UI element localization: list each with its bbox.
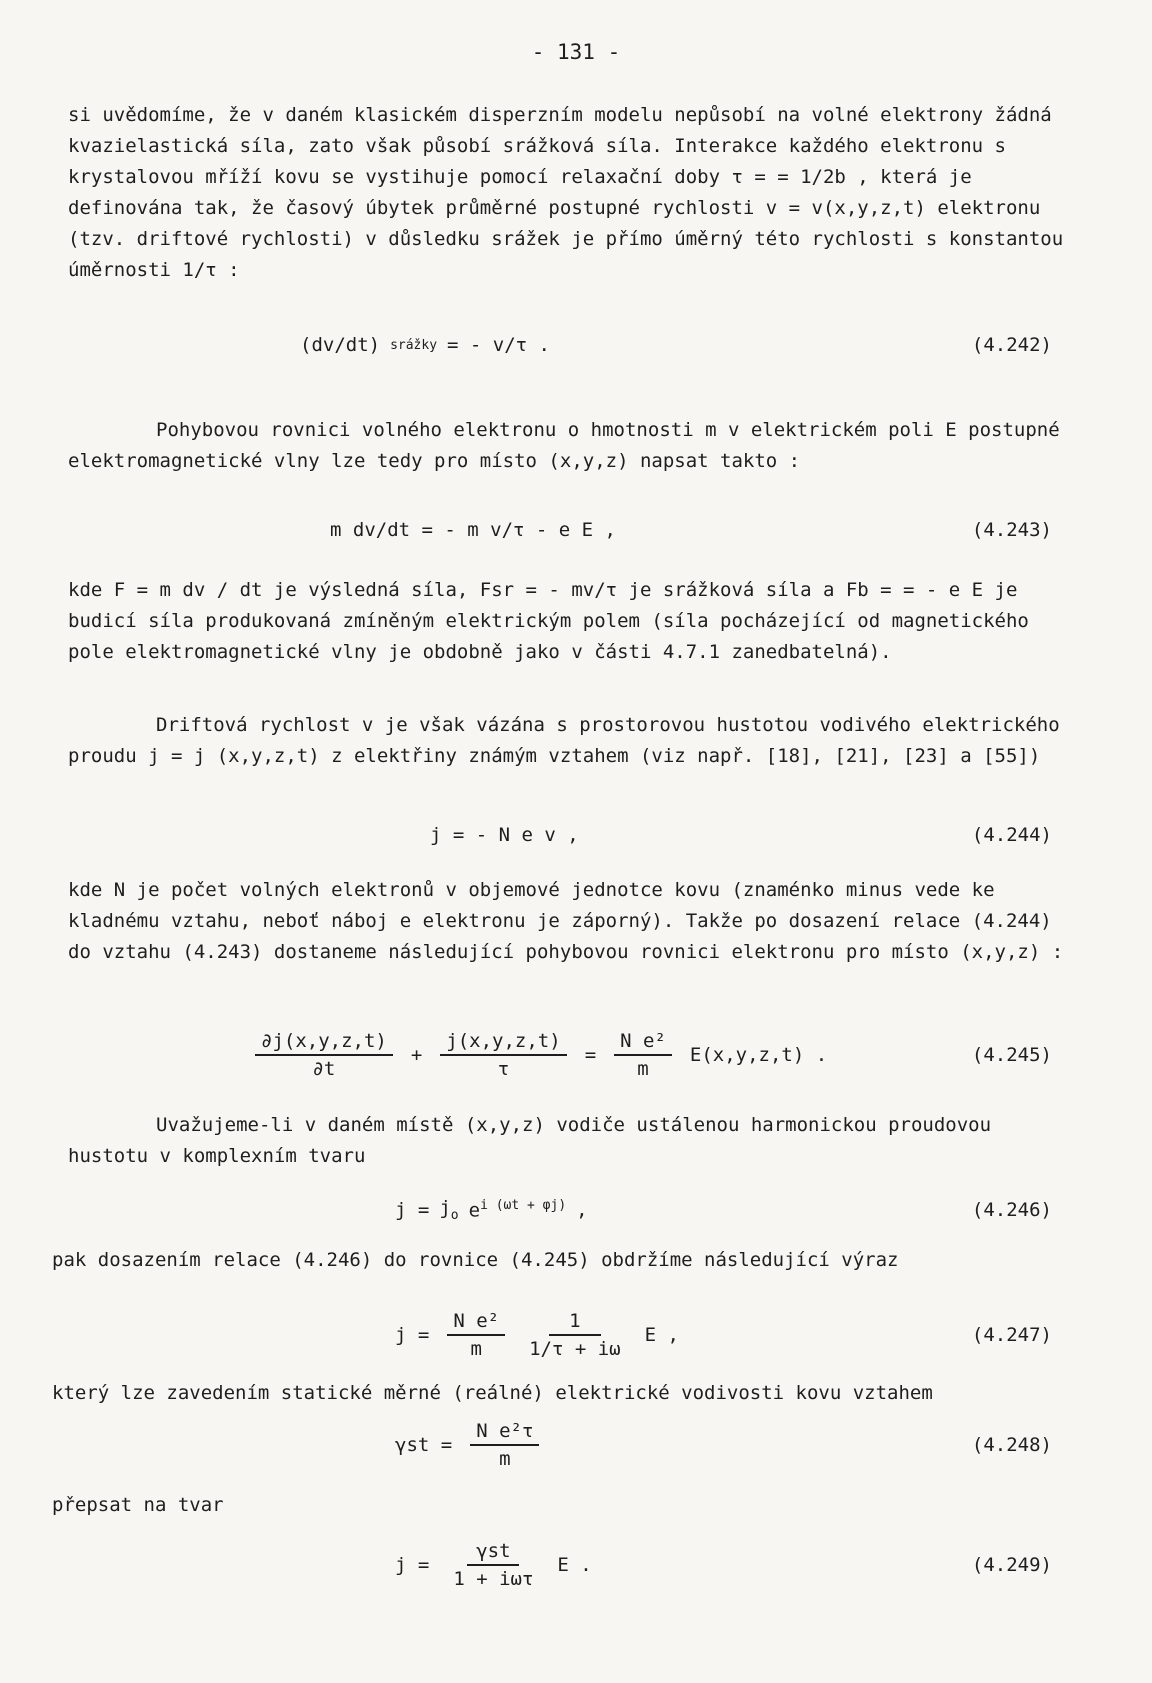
eq249-frac: $\frac{\text{γst}}{\text{1 + iωτ}}$	[453, 1540, 534, 1590]
eq242-rhs: = - v/τ .	[447, 334, 550, 356]
equation-number: (4.249)	[971, 1554, 1052, 1576]
eq245-term1-den: ∂t	[312, 1058, 336, 1080]
paragraph-7	[52, 1245, 1062, 1276]
equation-4-242	[0, 300, 1152, 390]
eq247-tail: E ,	[644, 1324, 679, 1346]
eq248-lhs: γst =	[395, 1434, 453, 1456]
paragraph-7-text: pak dosazením relace (4.246) do rovnice (4.245) obdržíme následující výraz	[52, 1249, 899, 1271]
eq245-term2-num: j(x,y,z,t)	[440, 1030, 566, 1056]
eq247-frac2: $\frac{1}{1/\tau + i\omega}$	[529, 1310, 621, 1360]
eq245-term3-num: N e²	[614, 1030, 672, 1056]
paragraph-2-text: Pohybovou rovnici volného elektronu o hmotnosti m v elektrickém poli E postupné elektromagnetické vlny lze tedy pro místo (x,y,z) napsat takto :	[68, 419, 1060, 472]
paragraph-5	[68, 875, 1078, 968]
paragraph-3-text: kde F = m dv / dt je výsledná síla, Fsr = - mv/τ je srážková síla a Fb = = - e E je budicí síla produkovaná zmíněným elektrickým polem (síla pocházející od magnetického pole elektromagnetické vlny je obdobně jako v části 4.7.1 zanedbatelná).	[68, 579, 1029, 663]
eq245-term3-den: m	[637, 1058, 649, 1080]
equation-4-245	[0, 1010, 1152, 1100]
eq245-term2-den: τ	[497, 1058, 510, 1080]
paragraph-1	[68, 100, 1078, 286]
eq249-tail: E .	[557, 1554, 592, 1576]
eq245-term3	[614, 1030, 672, 1080]
paragraph-6	[68, 1110, 1078, 1172]
equation-number: (4.242)	[971, 334, 1052, 356]
plus-sign: +	[410, 1044, 423, 1066]
equation-number: (4.244)	[971, 824, 1052, 846]
eq245-tail: E(x,y,z,t) .	[689, 1044, 828, 1066]
eq246-tail: ,	[576, 1199, 588, 1221]
eq246-e: $e^{i (\omega t + \varphi j)}$	[468, 1198, 567, 1222]
eq244-body: j = - N e v ,	[430, 824, 579, 846]
equation-number: (4.248)	[971, 1434, 1052, 1456]
equation-4-246	[0, 1165, 1152, 1255]
page-number: - 131 -	[531, 40, 621, 64]
equation-number: (4.247)	[971, 1324, 1052, 1346]
paragraph-9-text: přepsat na tvar	[52, 1494, 224, 1516]
equation-4-248	[0, 1400, 1152, 1490]
equation-4-249	[0, 1520, 1152, 1610]
eq247-frac1: $\frac{\text{N e²}}{m}$	[447, 1310, 505, 1360]
equation-4-243	[0, 485, 1152, 575]
paragraph-9	[52, 1490, 1062, 1521]
eq242-sub: srážky	[390, 337, 438, 353]
eq245-term1-num: ∂j(x,y,z,t)	[255, 1030, 393, 1056]
paragraph-8-text: který lze zavedením statické měrné (reálné) elektrické vodivosti kovu vztahem	[52, 1382, 933, 1404]
equation-4-244	[0, 790, 1152, 880]
paragraph-4	[68, 710, 1078, 772]
paragraph-4-text: Driftová rychlost v je však vázána s prostorovou hustotou vodivého elektrického proudu j = j (x,y,z,t) z elektřiny známým vztahem (viz např. [18], [21], [23] a [55])	[68, 714, 1060, 767]
eq245-term2	[440, 1030, 566, 1080]
equation-number: (4.246)	[971, 1199, 1052, 1221]
paragraph-5-text: kde N je počet volných elektronů v objemové jednotce kovu (znaménko minus vede ke kladnému vztahu, neboť náboj e elektronu je záporný). Takže po dosazení relace (4.244) do vztahu (4.243) dostaneme následující pohybovou rovnici elektronu pro místo (x,y,z) :	[68, 879, 1064, 963]
equation-number: (4.245)	[971, 1044, 1052, 1066]
paragraph-2	[68, 415, 1078, 477]
eq245-term1	[255, 1030, 393, 1080]
paragraph-1-text: si uvědomíme, že v daném klasickém disperzním modelu nepůsobí na volné elektrony žádná kvazielastická síla, zato však působí srážková síla. Interakce každého elektronu s krystalovou mříží kovu se vystihuje pomocí relaxační doby τ = = 1/2b , která je definována tak, že časový úbytek průměrné postupné rychlosti v = v(x,y,z,t) elektronu (tzv. driftové rychlosti) v důsledku srážek je přímo úměrný této rychlosti s konstantou úměrnosti 1/τ :	[68, 104, 1064, 281]
eq242-lhs: (dv/dt)	[300, 334, 381, 356]
eq248-frac: $\frac{\text{N e²τ}}{m}$	[470, 1420, 539, 1470]
eq247-lhs: j =	[395, 1324, 430, 1346]
equation-number: (4.243)	[971, 519, 1052, 541]
equals-sign: =	[584, 1044, 597, 1066]
eq246-lhs: j =	[395, 1199, 430, 1221]
eq246-j0: $j_o$	[439, 1197, 459, 1223]
equation-4-247	[0, 1290, 1152, 1380]
paragraph-6-text: Uvažujeme-li v daném místě (x,y,z) vodiče ustálenou harmonickou proudovou hustotu v komplexním tvaru	[68, 1114, 992, 1167]
paragraph-3	[68, 575, 1078, 668]
eq243-body: m dv/dt = - m v/τ - e E ,	[330, 519, 616, 541]
eq249-lhs: j =	[395, 1554, 430, 1576]
